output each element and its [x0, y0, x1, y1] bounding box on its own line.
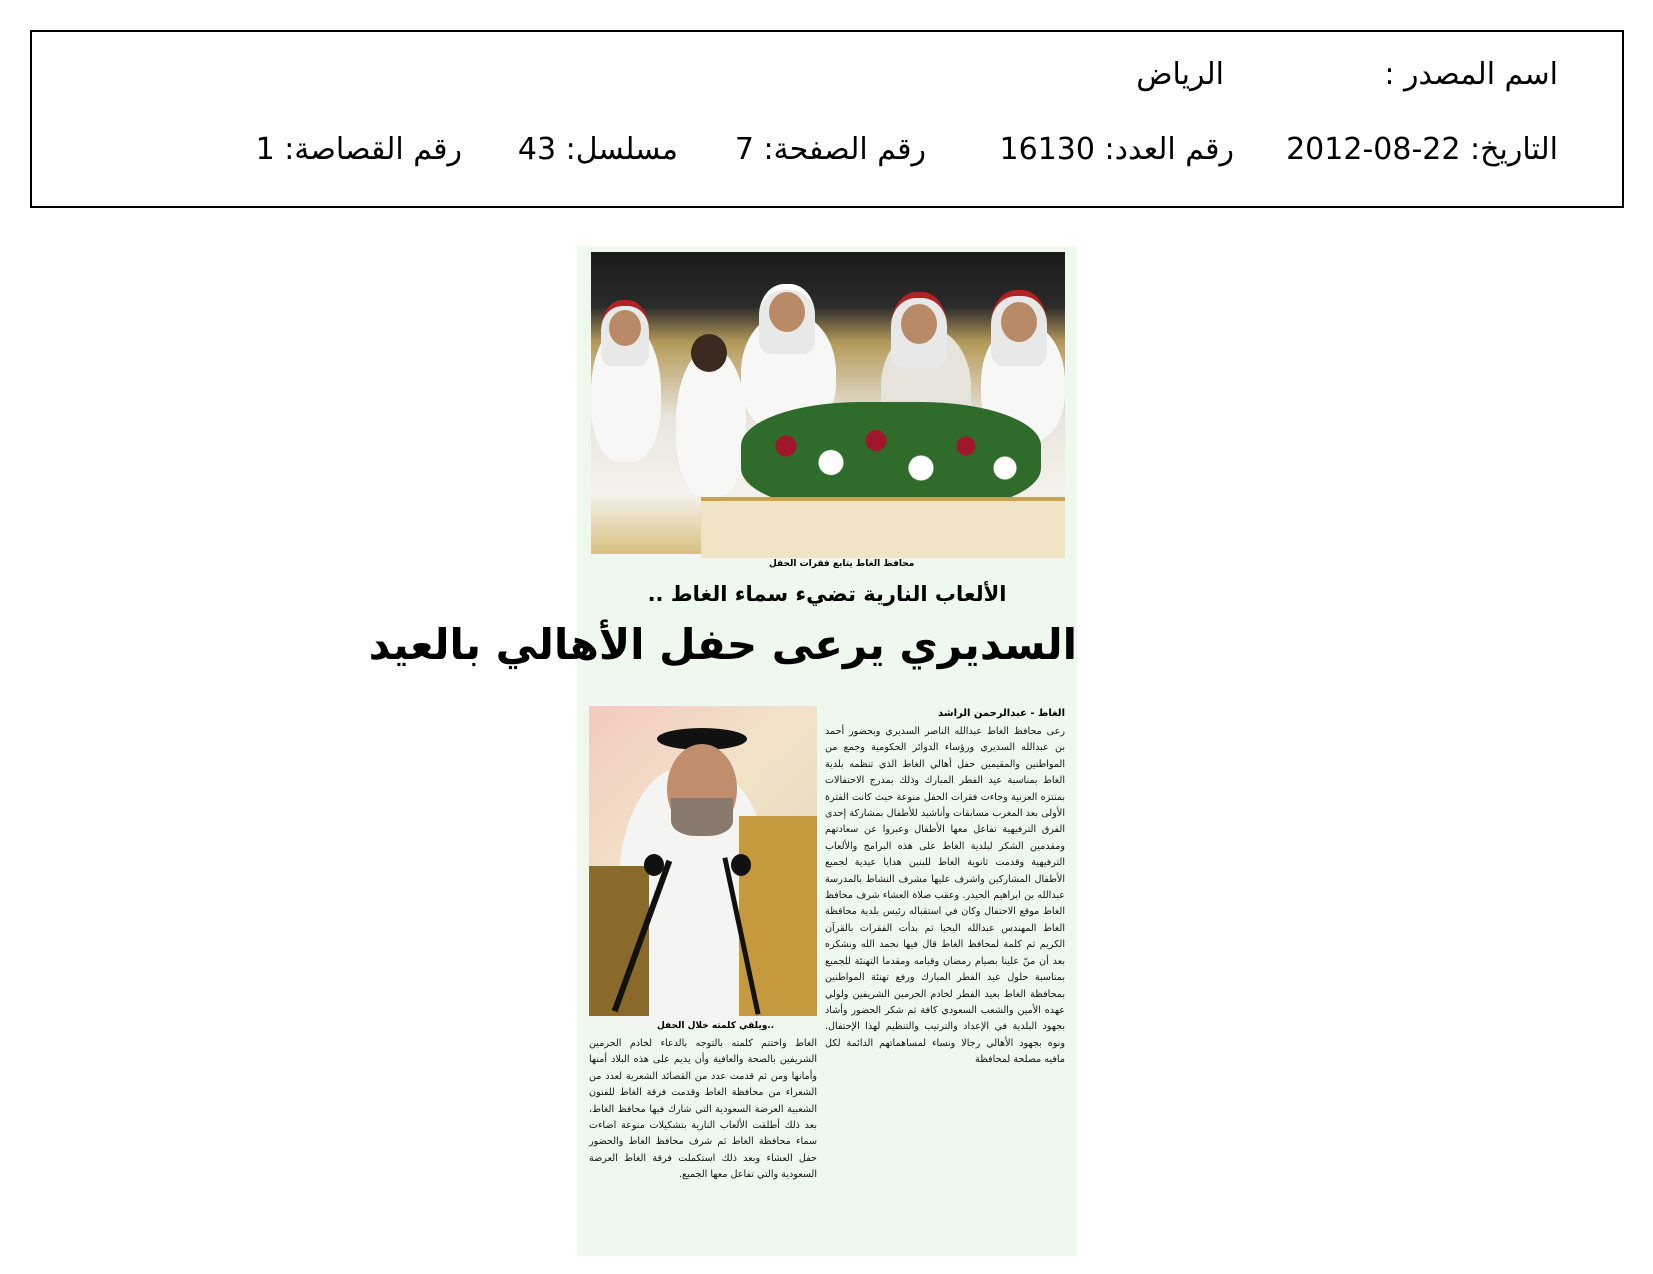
speaker-photo	[589, 706, 817, 1016]
issue-field: رقم العدد: 16130	[999, 132, 1234, 167]
page-field: رقم الصفحة: 7	[734, 132, 926, 167]
source-value: الرياض	[1136, 57, 1224, 92]
event-photo	[591, 252, 1065, 554]
headline: السديري يرعى حفل الأهالي بالعيد	[368, 620, 1077, 669]
clip-number-field: رقم القصاصة: 1	[255, 132, 462, 167]
kicker: الألعاب النارية تضيء سماء الغاط ..	[647, 582, 1007, 606]
newspaper-clipping	[368, 246, 1077, 1256]
article-body-column-right: رعى محافظ الغاط عبدالله الناصر السديري وبحضور أحمد بن عبدالله السديري ورؤساء الدوائر الحكومية وجمع من المواطنين والمقيمين حفل أهالي الغاط الذي تنظمه بلدية الغاط بمناسبة عيد الفطر المبارك وذلك بمدرج الاحتفالات بمنتزه العرنية وجاءت فقرات الحفل منوعة حيث كانت الفترة الأولى بعد المغرب مسابقات وأناشيد للأطفال بمشاركة إحدى الفرق الترفيهية تفاعل معها الأطفال وعبروا عن سعادتهم ومقدمين الشكر لبلدية الغاط على هذه البرامج والألعاب الترفيهية وقدمت ثانوية الغاط للبنين هدايا عيدية لجميع الأطفال المشاركين واشرف عليها مشرف النشاط بالمدرسة عبدالله بن ابراهيم الحيدر. وعقب صلاة العشاء شرف محافظ الغاط موقع الاحتفال وكان في استقباله رئيس بلدية محافظة الغاط المهندس عبدالله اليحيا ثم بدأت الفقرات بالقرآن الكريم ثم كلمة لمحافظ الغاط قال فيها نحمد الله ونشكره بعد أن منّ علينا بصيام رمضان وقيامه ومقدما التهنئة للجميع بمناسبة حلول عيد الفطر المبارك ورفع تهنئة المواطنين بمحافظة الغاط بعيد الفطر لخادم الحرمين الشريفين ولولي عهده الأمين والشعب السعودي كافة ثم شكر الحضور وأشاد بجهود البلدية في الإعداد والترتيب والتنظيم لهذا الإحتفال. ونوه بجهود الأهالي رجالا ونساء لمساهماتهم الدائمة لكل مافيه مصلحة لمحافظة	[825, 726, 1065, 1066]
side-photo-caption: ..ويلقي كلمته خلال الحفل	[657, 1021, 775, 1031]
byline: الغاط - عبدالرحمن الراشد	[937, 708, 1065, 719]
serial-field: مسلسل: 43	[517, 132, 678, 167]
top-photo-caption: محافظ الغاط يتابع فقرات الحفل	[769, 559, 915, 569]
date-field: التاريخ: 22-08-2012	[1286, 132, 1558, 167]
table	[701, 497, 1065, 558]
article-body-column-left: الغاط واختتم كلمته بالتوجه بالدعاء لخادم الحرمين الشريفين بالصحة والعافية وأن يديم على هذه البلاد أمنها وأمانها ومن ثم قدمت عدد من القصائد الشعرية لعدد من الشعراء من محافظة الغاط وقدمت فرقة الغاط للفنون الشعبية العرضة السعودية التي شارك فيها محافظ الغاط، بعد ذلك أطلقت الألعاب النارية بتشكيلات منوعة اضاءت سماء محافظة الغاط ثم شرف محافظ الغاط والحضور حفل العشاء وبعد ذلك استكملت فرقة الغاط العرضة السعودية والتي تفاعل معها الجميع.	[589, 1038, 817, 1181]
metadata-box	[30, 30, 1624, 208]
source-label: اسم المصدر :	[1384, 57, 1558, 92]
flower-arrangement	[741, 402, 1041, 512]
